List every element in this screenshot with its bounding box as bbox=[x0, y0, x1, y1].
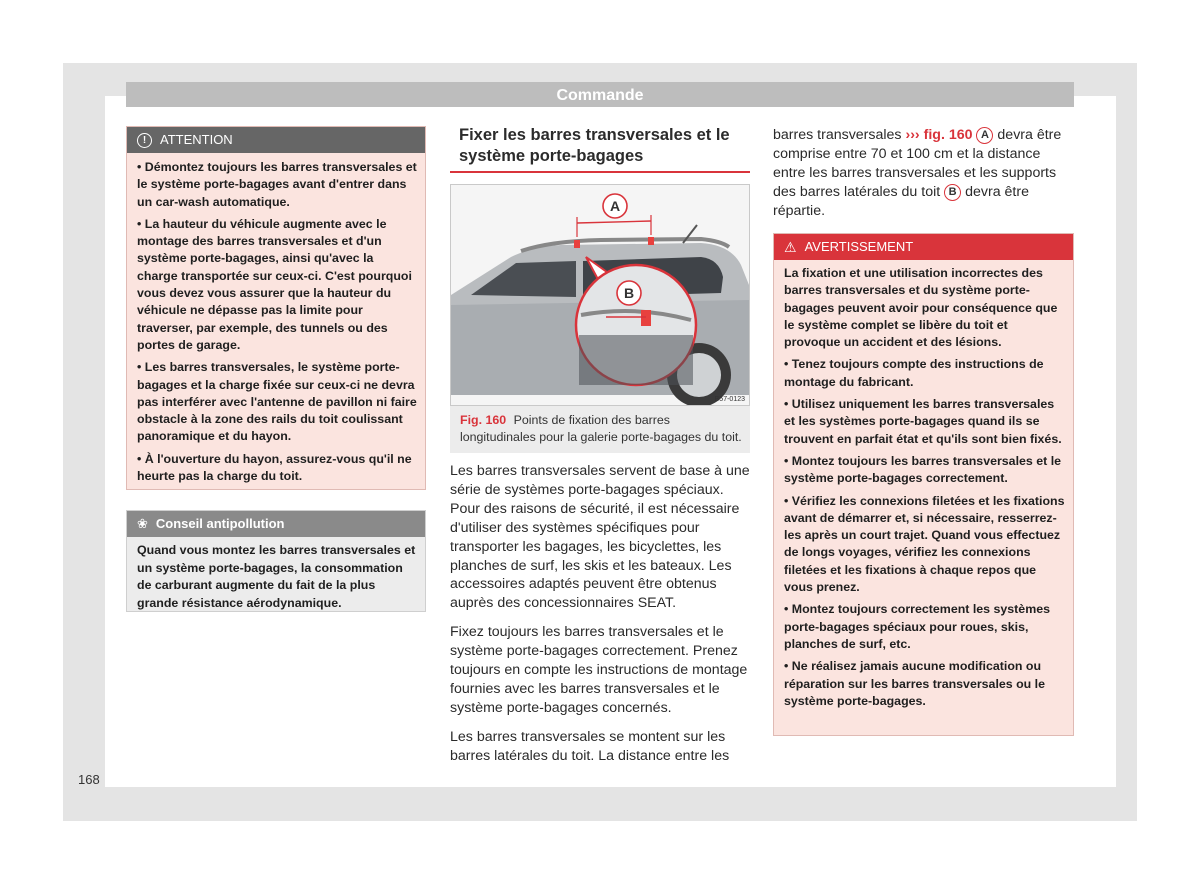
right-body-text bbox=[773, 126, 1073, 221]
figure-label-b: B bbox=[623, 285, 635, 301]
label-b-badge: B bbox=[944, 184, 961, 201]
paragraph: Les barres transversales servent de base à une série de systèmes porte-bagages spéciaux. Pour des raisons de sécurité, il est nécessaire d'utiliser des systèmes spécifiques pour transporter les bagages, les bicyclettes, les planches de surf, les skis et les bateaux. Les accessoires adaptés peuvent être obtenus auprès des concessionnaires SEAT. bbox=[450, 463, 750, 612]
figure-reference-link[interactable]: fig. 160 bbox=[923, 127, 973, 143]
warning-triangle-icon: ⚠ bbox=[784, 239, 797, 255]
car-roof-illustration bbox=[451, 185, 749, 405]
page-number: 168 bbox=[78, 772, 100, 787]
page-frame-bottom bbox=[63, 787, 1137, 821]
chapter-header: Commande bbox=[126, 82, 1074, 107]
conseil-title: Conseil antipollution bbox=[155, 516, 285, 531]
warning-title: AVERTISSEMENT bbox=[804, 239, 914, 254]
warning-item: • Tenez toujours compte des instructions de montage du fabricant. bbox=[784, 356, 1065, 391]
figure-160 bbox=[450, 184, 750, 406]
conseil-box bbox=[126, 510, 426, 612]
warning-header bbox=[774, 234, 1073, 260]
conseil-text: Quand vous montez les barres transversales et un système porte-bagages, la consommation de carburant augmente du fait de la plus grande résistance aérodynamique. bbox=[137, 543, 416, 610]
attention-list bbox=[127, 153, 425, 485]
warning-box bbox=[773, 233, 1074, 736]
middle-body-text bbox=[450, 462, 750, 776]
label-a-badge: A bbox=[976, 127, 993, 144]
page-frame-right bbox=[1116, 63, 1137, 821]
attention-item: • Les barres transversales, le système porte-bagages et la charge fixée sur ceux-ci ne devra pas interférer avec l'antenne de pavillon ni faire obstacle à la zone des rails du toit coulissant panoramique et du hayon. bbox=[137, 359, 417, 445]
figure-code: B57-0123 bbox=[714, 396, 745, 403]
conseil-header bbox=[127, 511, 425, 537]
attention-item: • La hauteur du véhicule augmente avec le montage des barres transversales et d'un système porte-bagages, ainsi qu'avec la charge transportée sur ceux-ci. C'est pourquoi vous devez vous assurer que la hauteur du véhicule ne dépasse pas la limite pour traverser, par exemple, des tunnels ou des portes de garage. bbox=[137, 216, 417, 354]
attention-item: • À l'ouverture du hayon, assurez-vous qu'il ne heurte pas la charge du toit. bbox=[137, 451, 417, 486]
text-part: devra être comprise entre 70 et 100 cm et la distance entre les barres transversales et les supports des barres latérales du toit bbox=[773, 127, 1062, 200]
text-part: devra être répartie. bbox=[773, 183, 1029, 219]
warning-list bbox=[774, 260, 1073, 710]
figure-label-a: A bbox=[609, 198, 621, 214]
flower-icon: ❀ bbox=[137, 516, 148, 531]
warning-item: • Utilisez uniquement les barres transversales et les systèmes porte-bagages quand ils se trouvent en parfait état et qu'ils sont bien fixés. bbox=[784, 396, 1065, 448]
warning-item: • Montez toujours les barres transversales et le système porte-bagages correctement. bbox=[784, 453, 1065, 488]
attention-header bbox=[127, 127, 425, 153]
exclamation-circle-icon: ! bbox=[137, 133, 152, 148]
figure-caption bbox=[450, 406, 750, 453]
paragraph: Fixez toujours les barres transversales et le système porte-bagages correctement. Prenez toujours en compte les instructions de montage fournies avec les barres transversales et le système porte-bagages concernés. bbox=[450, 624, 748, 716]
figure-caption-text: Points de fixation des barres longitudinales pour la galerie porte-bagages du toit. bbox=[460, 413, 742, 444]
warning-lead: La fixation et une utilisation incorrectes des barres transversales et du système porte-bagages peuvent avoir pour conséquence que le système complet se libère du toit et provoque un accident et des lésions. bbox=[784, 266, 1058, 350]
warning-item: • Montez toujours correctement les systèmes porte-bagages spéciaux pour roues, skis, planches de surf, etc. bbox=[784, 601, 1065, 653]
text-part: barres transversales bbox=[773, 127, 902, 143]
attention-box bbox=[126, 126, 426, 490]
title-rule bbox=[450, 171, 750, 173]
attention-item: • Démontez toujours les barres transversales et le système porte-bagages avant d'entrer dans un car-wash automatique. bbox=[137, 159, 417, 211]
cross-reference-arrows: ››› bbox=[905, 127, 920, 143]
attention-title: ATTENTION bbox=[160, 132, 233, 147]
warning-item: • Ne réalisez jamais aucune modification ou réparation sur les barres transversales ou le système porte-bagages. bbox=[784, 658, 1065, 710]
warning-item: • Vérifiez les connexions filetées et les fixations avant de démarrer et, si nécessaire, resserrez-les après un court trajet. Quand vous effectuez de longs voyages, vérifiez les connexions filetées et les fixations à chaque repos que vous prenez. bbox=[784, 493, 1065, 597]
paragraph: Les barres transversales se montent sur les barres latérales du toit. La distance entre les bbox=[450, 728, 730, 764]
section-title: Fixer les barres transversales et le système porte-bagages bbox=[459, 126, 730, 165]
figure-number: Fig. 160 bbox=[460, 413, 507, 427]
page-frame-left bbox=[63, 63, 105, 821]
